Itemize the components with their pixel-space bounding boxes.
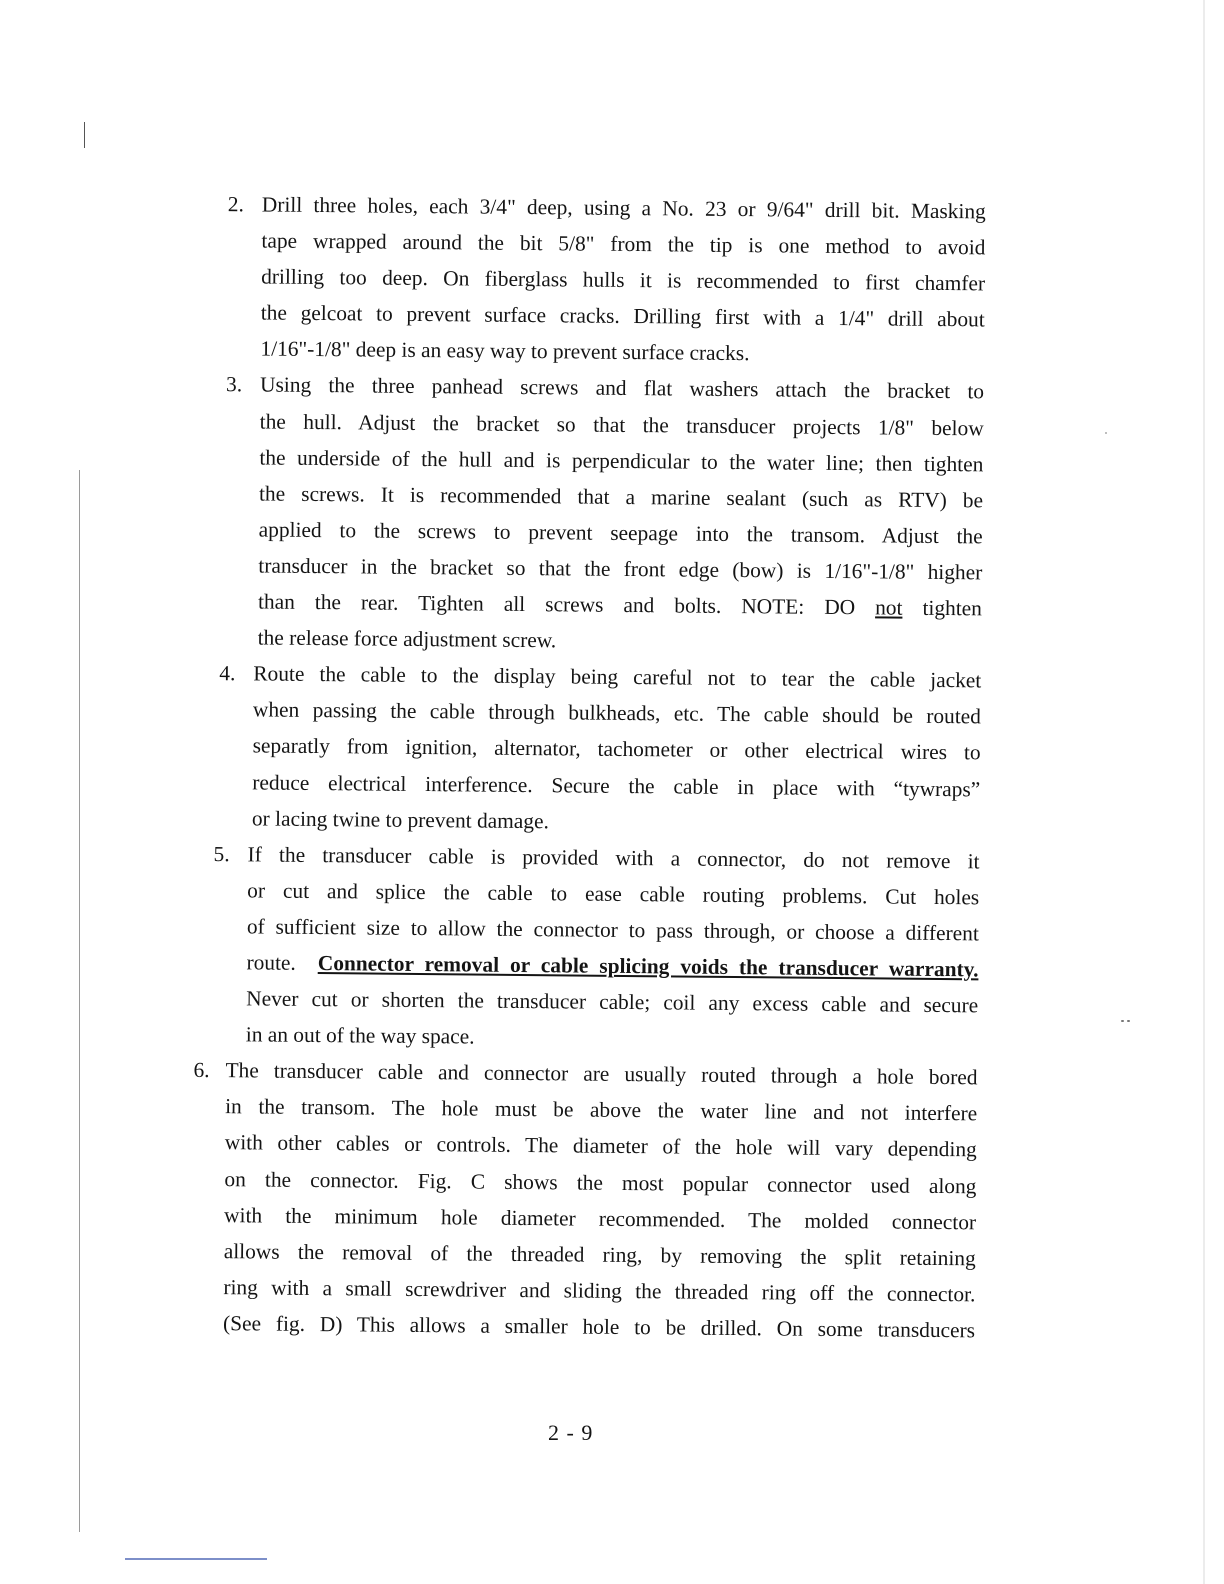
scan-right-edge-shadow — [1203, 0, 1205, 1584]
note-tail: tighten — [922, 595, 983, 621]
text-line: of sufficient size to allow the connector to pass through, or choose a different — [246, 914, 979, 946]
item-text — [260, 186, 986, 373]
text-line: with the minimum hole diameter recommended. The molded connector — [224, 1202, 977, 1234]
instruction-list — [193, 186, 986, 1348]
item-number: 3. — [225, 372, 243, 397]
text-line: transducer in the bracket so that the front edge (bow) is 1/16"-1/8" higher — [258, 553, 983, 585]
list-item — [209, 366, 984, 662]
text-line: separatly from ignition, alternator, tachometer or other electrical wires to — [252, 733, 981, 765]
route-word: route. — [246, 950, 296, 975]
text-line: the hull. Adjust the bracket so that the transducer projects 1/8" below — [259, 409, 984, 440]
note-emphasis: not — [875, 595, 903, 620]
note-text: than the rear. Tighten all screws and bolts. NOTE: DO — [257, 589, 856, 620]
text-line: the release force adjustment screw. — [257, 625, 557, 653]
text-line: or lacing twine to prevent damage. — [251, 805, 550, 833]
item-text — [257, 367, 984, 663]
warranty-warning: Connector removal or cable splicing voids the transducer warranty. — [317, 951, 979, 982]
text-line: with other cables or controls. The diameter of the hole will vary depending — [224, 1130, 977, 1162]
text-line: when passing the cable through bulkheads, etc. The cable should be routed — [252, 697, 982, 729]
text-line: tape wrapped around the bit 5/8" from the tip is one method to avoid — [261, 228, 986, 260]
text-line: reduce electrical interference. Secure the cable in place with “tywraps” — [252, 769, 981, 801]
scan-speck — [1105, 432, 1107, 434]
scan-left-edge-line — [79, 470, 80, 1532]
text-line: If the transducer cable is provided with a connector, do not remove it — [247, 842, 980, 874]
text-line: in the transom. The hole must be above the water line and not interfere — [225, 1094, 978, 1126]
text-line: 1/16"-1/8" deep is an easy way to prevent surface cracks. — [260, 336, 750, 366]
text-line: Using the three panhead screws and flat washers attach the bracket to — [259, 372, 985, 404]
text-line: (See fig. D) This allows a smaller hole to be drilled. On some transducers — [222, 1311, 976, 1343]
list-item — [191, 1052, 978, 1348]
item-text — [246, 836, 980, 1060]
text-line: ring with a small screwdriver and sliding the threaded ring off the connector. — [223, 1274, 976, 1307]
item-text — [223, 1052, 978, 1348]
item-number: 2. — [227, 192, 244, 217]
text-line: in an out of the way space. — [245, 1022, 475, 1049]
item-number: 5. — [213, 841, 230, 866]
list-item — [198, 836, 980, 1060]
list-item — [204, 655, 982, 843]
page-number: 2 - 9 — [548, 1420, 594, 1445]
text-line: the gelcoat to prevent surface cracks. Drilling first with a 1/4" drill about — [260, 300, 985, 332]
text-line: or cut and splice the cable to ease cable routing problems. Cut holes — [247, 878, 980, 910]
scan-speck — [1121, 1020, 1124, 1022]
text-line: allows the removal of the threaded ring, by removing the split retaining — [223, 1238, 976, 1271]
bottom-rule — [125, 1558, 267, 1560]
text-line: the underside of the hull and is perpendicular to the water line; then tighten — [259, 445, 984, 477]
text-line: the screws. It is recommended that a marine sealant (such as RTV) be — [258, 481, 984, 513]
text-line: applied to the screws to prevent seepage into the transom. Adjust the — [258, 517, 983, 549]
text-line: Never cut or shorten the transducer cable; coil any excess cable and secure — [246, 986, 979, 1018]
item-number: 6. — [193, 1058, 210, 1083]
scan-speck — [1127, 1020, 1130, 1022]
item-number: 4. — [219, 661, 236, 686]
scan-edge-mark — [84, 122, 85, 148]
list-item — [212, 186, 986, 374]
text-line: Route the cable to the display being careful not to tear the cable jacket — [253, 661, 982, 693]
text-line: Drill three holes, each 3/4" deep, using a No. 23 or 9/64" drill bit. Masking — [261, 192, 986, 224]
text-line: drilling too deep. On fiberglass hulls it is recommended to first chamfer — [261, 264, 986, 296]
text-line: on the connector. Fig. C shows the most popular connector used along — [224, 1166, 977, 1198]
item-text — [252, 656, 982, 843]
text-line: The transducer cable and connector are usually routed through a hole bored — [225, 1058, 978, 1090]
